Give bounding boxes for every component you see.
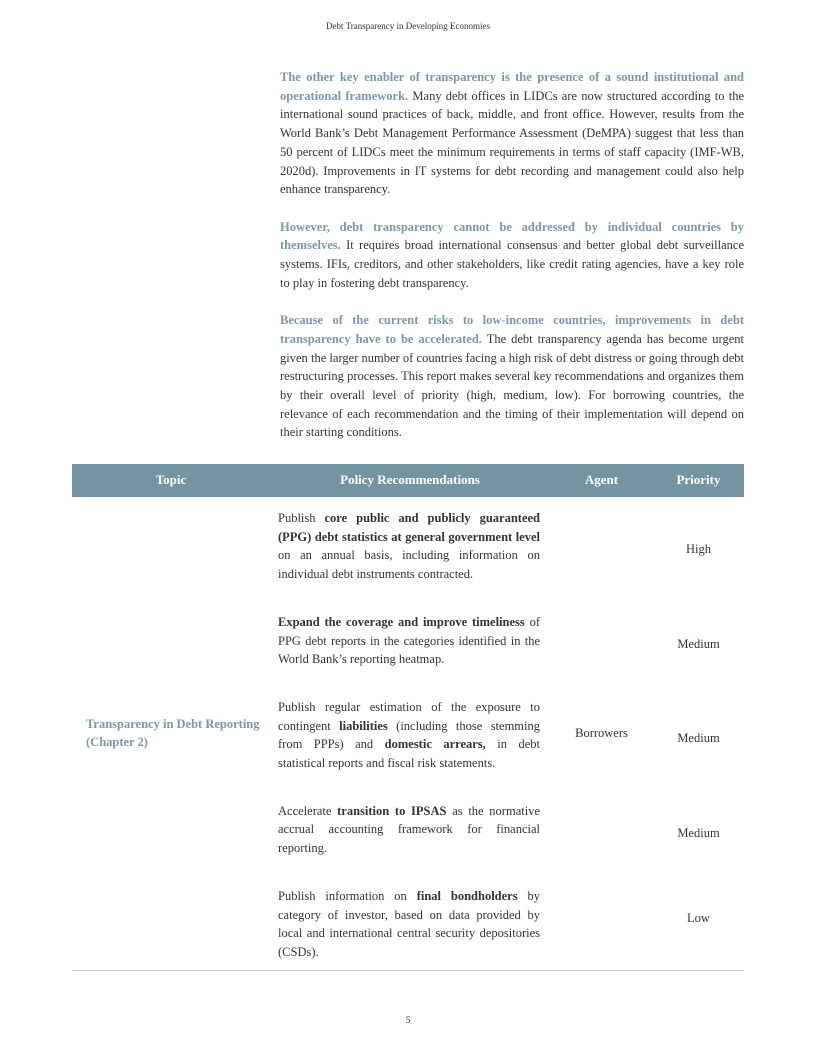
priority-cell: High <box>686 542 711 557</box>
recommendations-table <box>72 464 744 971</box>
paragraph-body: It requires broad international consensus and better global debt surveillance systems. IFIs, creditors, and other stakeholders, like credit rating agencies, have a key role to play in fostering debt transparency. <box>280 238 744 290</box>
header-topic: Topic <box>72 464 270 497</box>
rec-emphasis: Expand the coverage and improve timeliness <box>278 614 525 629</box>
rec-text: on an annual basis, including information on individual debt instruments contracted. <box>278 548 540 582</box>
paragraph-lead: Because of the current risks to low-income countries, improvements in debt transparency have to be accelerated. <box>280 313 744 346</box>
header-agent: Agent <box>550 464 653 497</box>
rec-text: Publish regular estimation of the exposure to contingent <box>278 699 540 733</box>
header-priority: Priority <box>653 464 744 497</box>
paragraph <box>280 311 744 442</box>
priority-cell: Low <box>687 911 710 926</box>
paragraph-lead: However, debt transparency cannot be addressed by individual countries by themselves. <box>280 219 744 253</box>
running-header: Debt Transparency in Developing Economies <box>326 21 490 31</box>
rec-text: by category of investor, based on data provided by local and international central security depositories (CSDs). <box>278 888 540 959</box>
rec-emphasis: domestic arrears, <box>384 737 486 752</box>
recommendation-cell <box>270 497 550 602</box>
header-recommendations: Policy Recommendations <box>270 464 550 497</box>
recommendation-cell <box>270 687 550 791</box>
rec-text: as the normative accrual accounting framework for financial reporting. <box>278 803 540 856</box>
priority-cell: Medium <box>677 825 720 840</box>
recommendation-cell <box>270 791 550 876</box>
rec-emphasis: core public and publicly guaranteed (PPG) debt statistics at general government level <box>278 511 540 544</box>
recommendation-cell <box>270 876 550 970</box>
priority-cell: Medium <box>677 637 720 652</box>
rec-emphasis: transition to IPSAS <box>337 803 447 818</box>
table-header-row <box>72 464 744 497</box>
table-row <box>72 497 744 602</box>
agent-cell: Borrowers <box>575 725 628 740</box>
rec-text: in debt statistical reports and fiscal risk statements. <box>278 737 541 771</box>
rec-text: Accelerate <box>278 803 338 818</box>
rec-text: of PPG debt reports in the categories identified in the World Bank’s reporting heatmap. <box>278 614 540 667</box>
topic-cell: Transparency in Debt Reporting (Chapter 2) <box>86 716 260 750</box>
priority-cell: Medium <box>677 731 720 746</box>
paragraph-body: Many debt offices in LIDCs are now structured according to the international sound practices of back, middle, and front office. However, results from the World Bank’s Debt Management Performance Assessment (DeMPA) suggest that less than 50 percent of LIDCs meet the minimum requirements in terms of staff capacity (IMF-WB, 2020d). Improvements in IT systems for debt recording and management could also help enhance transparency. <box>280 88 744 197</box>
rec-emphasis: liabilities <box>339 718 388 733</box>
rec-text: Publish <box>278 511 325 525</box>
rec-text: (including those stemming from PPPs) and <box>278 718 540 752</box>
recommendation-cell <box>270 602 550 687</box>
paragraph-body: The debt transparency agenda has become urgent given the larger number of countries facing a high risk of debt distress or going through debt restructuring processes. This report makes several key recommendations and organizes them by their overall level of priority (high, medium, low). For borrowing countries, the relevance of each recommendation and the timing of their implementation will depend on their starting conditions. <box>280 331 745 440</box>
body-text <box>280 68 744 461</box>
page-number: 5 <box>405 1015 411 1025</box>
rec-emphasis: final bondholders <box>416 888 518 903</box>
rec-text: Publish information on <box>278 888 417 903</box>
paragraph <box>280 218 744 293</box>
paragraph-lead: The other key enabler of transparency is the presence of a sound institutional and operational framework. <box>280 70 744 103</box>
paragraph <box>280 68 744 199</box>
